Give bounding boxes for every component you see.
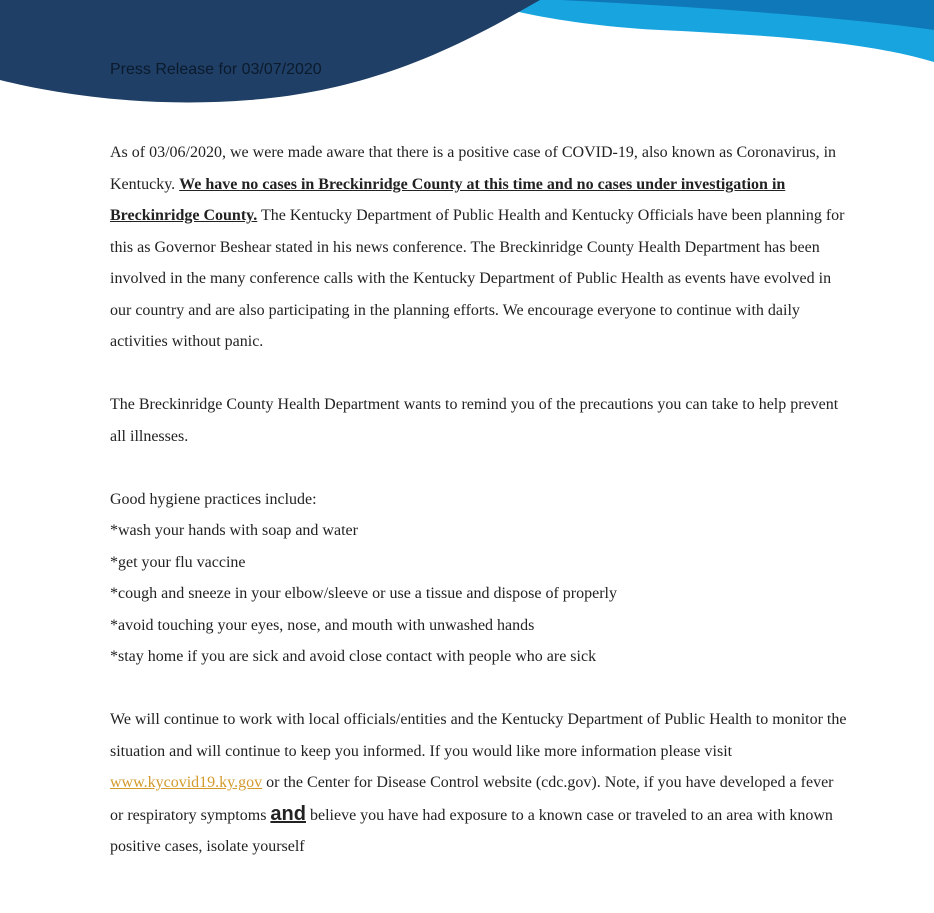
continue-text-b: or the Center for Disease Control website (cdc.gov). Note, if you have developed a fever or respiratory symptoms bbox=[110, 774, 834, 824]
hygiene-list bbox=[110, 484, 850, 673]
list-item: *avoid touching your eyes, nose, and mouth with unwashed hands bbox=[110, 616, 535, 634]
intro-text-b: The Kentucky Department of Public Health and Kentucky Officials have been planning for this as Governor Beshear stated in his news conference. The Breckinridge County Health Department has been involved in the many conference calls with the Kentucky Department of Public Health as events have evolved in our country and are also participating in the planning efforts. We encourage everyone to continue with daily activities without panic. bbox=[110, 207, 845, 350]
continue-text-a: We will continue to work with local officials/entities and the Kentucky Department of Public Health to monitor the situation and will continue to keep you informed. If you would like more information please visit bbox=[110, 711, 847, 760]
hygiene-intro: Good hygiene practices include: bbox=[110, 490, 317, 508]
press-release-title: Press Release for 03/07/2020 bbox=[110, 61, 322, 78]
intro-text-a: As of 03/06/2020, we were made aware that there is a positive case of COVID-19, also known as Coronavirus, in Kentucky. bbox=[110, 144, 837, 193]
continue-text-c: believe you have had exposure to a known case or traveled to an area with known positive cases, isolate yourself bbox=[110, 806, 833, 855]
no-cases-statement: We have no cases in Breckinridge County at this time and no cases under investigation in Breckinridge County. bbox=[110, 175, 786, 224]
list-item: *stay home if you are sick and avoid close contact with people who are sick bbox=[110, 648, 597, 665]
paragraph-precautions: The Breckinridge County Health Department wants to remind you of the precautions you can take to help prevent all illnesses. bbox=[110, 396, 839, 445]
and-emphasis: and bbox=[270, 802, 306, 825]
dark-blue-wave bbox=[0, 0, 540, 102]
list-item: *cough and sneeze in your elbow/sleeve or use a tissue and dispose of properly bbox=[110, 585, 617, 602]
list-item: *wash your hands with soap and water bbox=[110, 522, 358, 539]
kycovid-link[interactable]: www.kycovid19.ky.gov bbox=[110, 774, 263, 791]
paragraph-intro bbox=[110, 137, 850, 358]
header-wave-graphic bbox=[0, 0, 934, 120]
list-item: *get your flu vaccine bbox=[110, 553, 246, 571]
paragraph-continue bbox=[110, 704, 850, 863]
press-release-body bbox=[110, 137, 850, 894]
